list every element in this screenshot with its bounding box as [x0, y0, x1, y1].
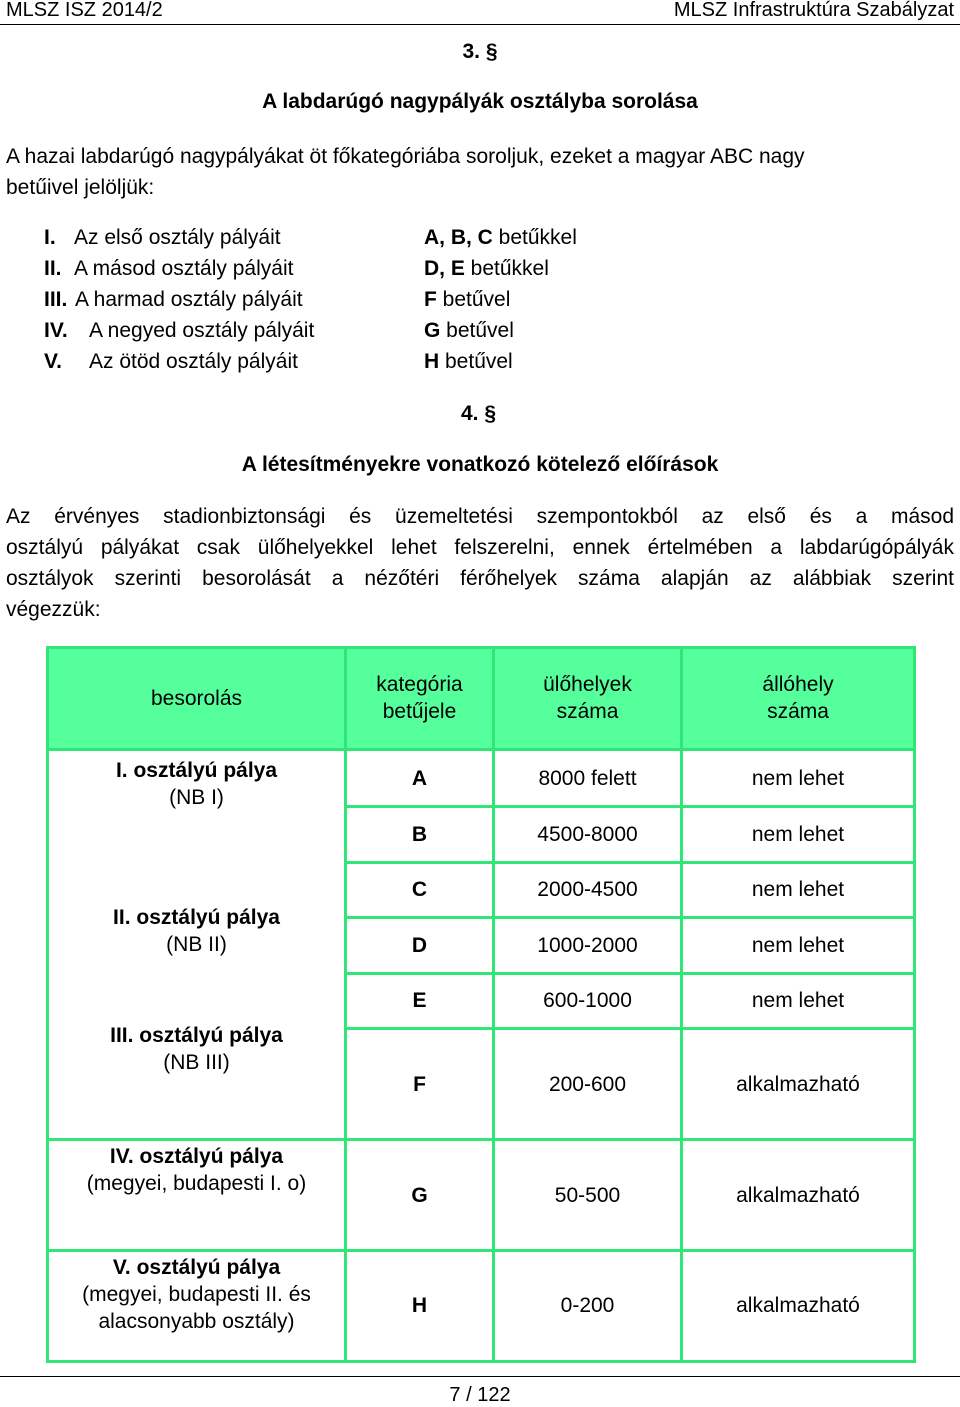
class-list-item [44, 253, 644, 284]
class-cell-v: V. osztályú pálya (megyei, budapesti II. és alacsonyabb osztály) [48, 1250, 346, 1361]
class-letters: A, B, C [424, 226, 493, 249]
section-3-intro [6, 141, 954, 203]
class-letters-suffix: betűkkel [492, 226, 577, 249]
seats-cell: 0-200 [494, 1250, 682, 1361]
paragraph-line: osztályok szerinti besorolását a nézőtéri férőhelyek száma alapján az alábbiak szerint [6, 567, 954, 590]
class-letters: F [424, 288, 437, 311]
letter-cell: G [346, 1140, 494, 1251]
class-cell-iii: III. osztályú pálya (NB III) [48, 1029, 346, 1140]
section-4-paragraph [6, 501, 954, 625]
paragraph-line: osztályú pályákat csak ülőhelyekkel lehet felszerelni, ennek értelmében a labdarúgópályák [6, 536, 954, 559]
standing-cell: nem lehet [682, 918, 915, 973]
class-list-item [44, 315, 644, 346]
classification-grid [46, 646, 916, 1363]
paragraph-line: Az érvényes stadionbiztonsági és üzemeltetési szempontokból az első és a másod [6, 505, 954, 528]
intro-line-1: A hazai labdarúgó nagypályákat öt főkategóriába soroljuk, ezeket a magyar ABC nagy [6, 145, 805, 168]
standing-cell: alkalmazható [682, 1250, 915, 1361]
header-divider [0, 24, 960, 25]
class-letters: G [424, 319, 441, 342]
header-right: MLSZ Infrastruktúra Szabályzat [673, 0, 954, 21]
header-allohely: állóhely száma [682, 648, 915, 750]
table-row [48, 1140, 915, 1251]
seats-cell: 1000-2000 [494, 918, 682, 973]
letter-cell: C [346, 862, 494, 917]
letter-cell: E [346, 973, 494, 1028]
section-3-title: A labdarúgó nagypályák osztályba sorolása [262, 90, 698, 113]
standing-cell: nem lehet [682, 807, 915, 862]
letter-cell: A [346, 749, 494, 806]
standing-cell: nem lehet [682, 862, 915, 917]
section-4-number: 4. § [461, 402, 497, 425]
class-number: I. [44, 226, 56, 249]
standing-cell: nem lehet [682, 973, 915, 1028]
class-text: A másod osztály pályáit [74, 257, 294, 280]
seats-cell: 4500-8000 [494, 807, 682, 862]
class-number: III. [44, 288, 68, 311]
class-list-item [44, 284, 644, 315]
standing-cell: alkalmazható [682, 1029, 915, 1140]
class-text: A harmad osztály pályáit [75, 288, 303, 311]
seats-cell: 200-600 [494, 1029, 682, 1140]
class-cell-ii: II. osztályú pálya (NB II) [48, 918, 346, 1029]
class-letters-suffix: betűvel [440, 319, 514, 342]
paragraph-last-line: végezzük: [6, 598, 101, 621]
header-ulohelyek: ülőhelyek száma [494, 648, 682, 750]
footer-divider [0, 1376, 960, 1377]
classification-table [46, 646, 913, 1363]
seats-cell: 2000-4500 [494, 862, 682, 917]
table-row [48, 1250, 915, 1361]
header-kategoria: kategória betűjele [346, 648, 494, 750]
header-besorolas: besorolás [48, 648, 346, 750]
section-4-title: A létesítményekre vonatkozó kötelező előírások [241, 453, 719, 476]
class-list-item [44, 222, 644, 253]
class-letters: D, E [424, 257, 465, 280]
letter-cell: F [346, 1029, 494, 1140]
letter-cell: D [346, 918, 494, 973]
section-3-number: 3. § [462, 40, 498, 63]
page-number: 7 / 122 [449, 1384, 511, 1406]
class-number: II. [44, 257, 62, 280]
seats-cell: 600-1000 [494, 973, 682, 1028]
table-row [48, 918, 915, 973]
standing-cell: nem lehet [682, 749, 915, 806]
table-header-row [48, 648, 915, 750]
class-cell-i: I. osztályú pálya (NB I) [48, 749, 346, 917]
class-text: Az első osztály pályáit [74, 226, 281, 249]
table-row [48, 1029, 915, 1140]
letter-cell: H [346, 1250, 494, 1361]
class-text: A negyed osztály pályáit [89, 319, 315, 342]
letter-cell: B [346, 807, 494, 862]
seats-cell: 8000 felett [494, 749, 682, 806]
class-letters-suffix: betűvel [436, 288, 511, 311]
class-number: V. [44, 350, 62, 373]
class-letters: H [424, 350, 440, 373]
class-list-item [44, 346, 644, 377]
class-letters-suffix: betűvel [439, 350, 513, 373]
class-text: Az ötöd osztály pályáit [89, 350, 298, 373]
intro-line-2: betűivel jelöljük: [6, 176, 155, 199]
class-letters-suffix: betűkkel [464, 257, 549, 280]
table-row [48, 749, 915, 806]
standing-cell: alkalmazható [682, 1140, 915, 1251]
class-number: IV. [44, 319, 68, 342]
header-left: MLSZ ISZ 2014/2 [6, 0, 163, 21]
seats-cell: 50-500 [494, 1140, 682, 1251]
class-cell-iv: IV. osztályú pálya (megyei, budapesti I. o) [48, 1140, 346, 1251]
